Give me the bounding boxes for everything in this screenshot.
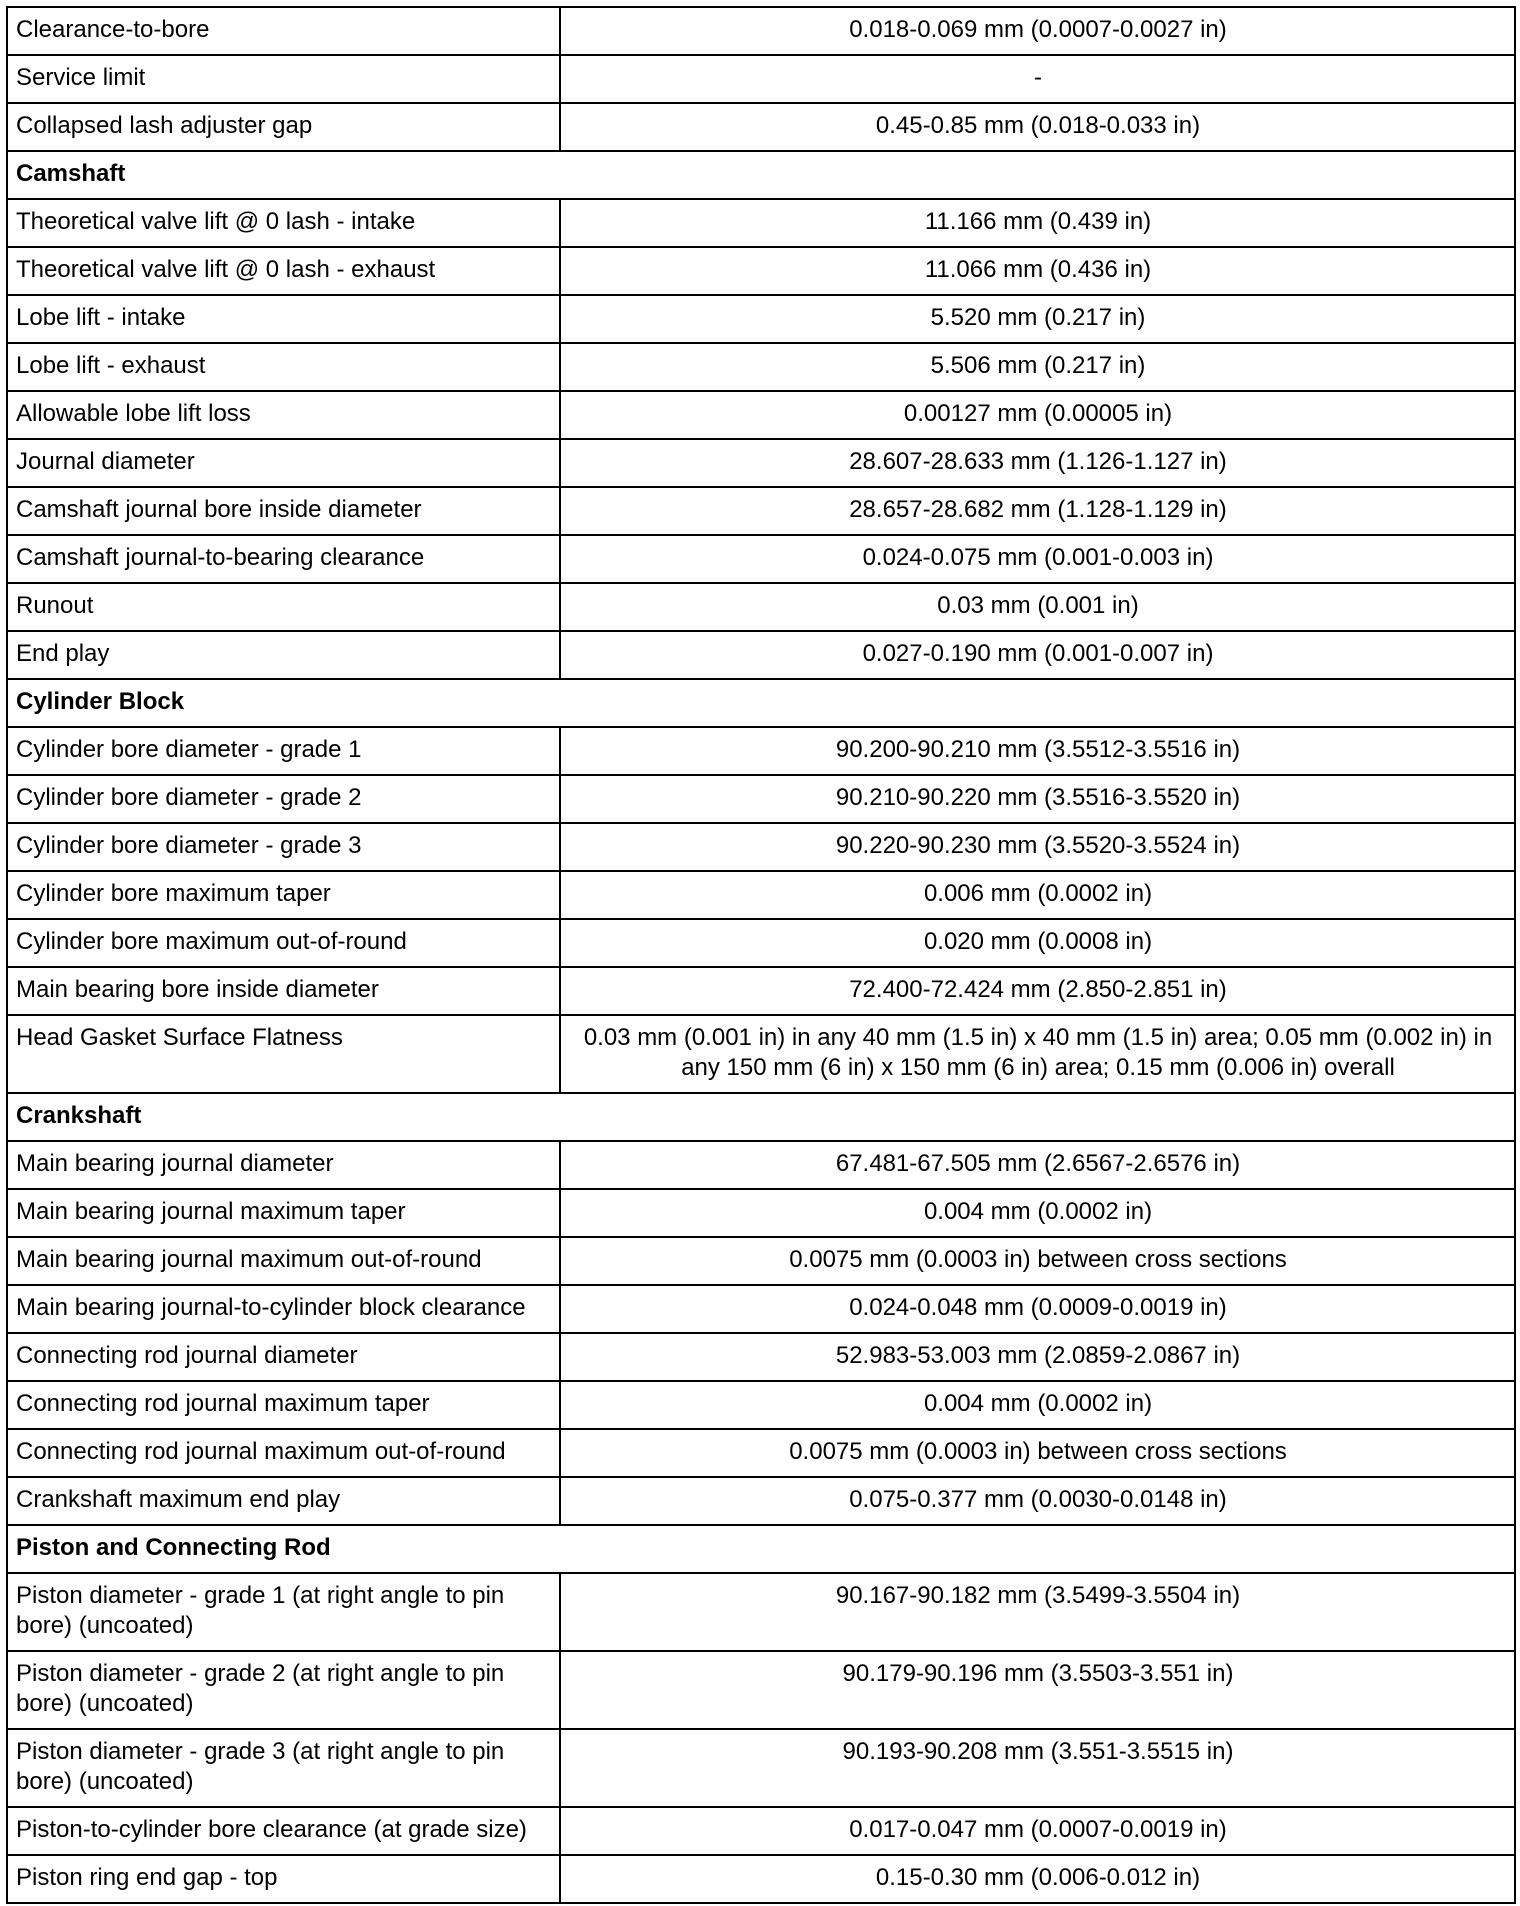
spec-value: 72.400-72.424 mm (2.850-2.851 in) xyxy=(560,967,1515,1015)
spec-value: 90.167-90.182 mm (3.5499-3.5504 in) xyxy=(560,1573,1515,1651)
spec-row xyxy=(7,199,1515,247)
spec-value: 28.607-28.633 mm (1.126-1.127 in) xyxy=(560,439,1515,487)
section-title: Piston and Connecting Rod xyxy=(7,1525,1515,1573)
spec-value: 67.481-67.505 mm (2.6567-2.6576 in) xyxy=(560,1141,1515,1189)
spec-value: 0.03 mm (0.001 in) in any 40 mm (1.5 in) x 40 mm (1.5 in) area; 0.05 mm (0.002 in) in any 150 mm (6 in) x 150 mm (6 in) area; 0.15 mm (0.006 in) overall xyxy=(560,1015,1515,1093)
spec-value: 0.024-0.075 mm (0.001-0.003 in) xyxy=(560,535,1515,583)
spec-value: 0.03 mm (0.001 in) xyxy=(560,583,1515,631)
spec-value: 90.193-90.208 mm (3.551-3.5515 in) xyxy=(560,1729,1515,1807)
spec-label: Theoretical valve lift @ 0 lash - exhaust xyxy=(7,247,560,295)
section-header-row xyxy=(7,1093,1515,1141)
spec-value: 5.520 mm (0.217 in) xyxy=(560,295,1515,343)
specifications-table xyxy=(6,6,1516,1904)
spec-page xyxy=(6,6,1514,1904)
spec-value: 90.220-90.230 mm (3.5520-3.5524 in) xyxy=(560,823,1515,871)
spec-row xyxy=(7,1855,1515,1903)
spec-value: 0.004 mm (0.0002 in) xyxy=(560,1381,1515,1429)
spec-row xyxy=(7,7,1515,55)
spec-label: Clearance-to-bore xyxy=(7,7,560,55)
spec-row xyxy=(7,391,1515,439)
spec-row xyxy=(7,1651,1515,1729)
spec-row xyxy=(7,775,1515,823)
spec-label: Cylinder bore diameter - grade 2 xyxy=(7,775,560,823)
spec-label: Lobe lift - intake xyxy=(7,295,560,343)
spec-row xyxy=(7,1189,1515,1237)
spec-label: Piston diameter - grade 2 (at right angle to pin bore) (uncoated) xyxy=(7,1651,560,1729)
spec-label: Crankshaft maximum end play xyxy=(7,1477,560,1525)
spec-row xyxy=(7,1141,1515,1189)
spec-row xyxy=(7,583,1515,631)
section-title: Cylinder Block xyxy=(7,679,1515,727)
spec-label: Main bearing journal maximum out-of-round xyxy=(7,1237,560,1285)
spec-value: 0.00127 mm (0.00005 in) xyxy=(560,391,1515,439)
specifications-table-body xyxy=(7,7,1515,1903)
spec-row xyxy=(7,823,1515,871)
spec-value: 28.657-28.682 mm (1.128-1.129 in) xyxy=(560,487,1515,535)
spec-label: Theoretical valve lift @ 0 lash - intake xyxy=(7,199,560,247)
spec-row xyxy=(7,295,1515,343)
spec-label: Piston diameter - grade 3 (at right angle to pin bore) (uncoated) xyxy=(7,1729,560,1807)
spec-label: Cylinder bore maximum taper xyxy=(7,871,560,919)
spec-value: 0.006 mm (0.0002 in) xyxy=(560,871,1515,919)
spec-value: 5.506 mm (0.217 in) xyxy=(560,343,1515,391)
spec-label: Connecting rod journal diameter xyxy=(7,1333,560,1381)
spec-value: 0.45-0.85 mm (0.018-0.033 in) xyxy=(560,103,1515,151)
spec-row xyxy=(7,1285,1515,1333)
section-title: Camshaft xyxy=(7,151,1515,199)
spec-row xyxy=(7,1381,1515,1429)
spec-value: 0.004 mm (0.0002 in) xyxy=(560,1189,1515,1237)
spec-label: Head Gasket Surface Flatness xyxy=(7,1015,560,1093)
spec-value: 90.200-90.210 mm (3.5512-3.5516 in) xyxy=(560,727,1515,775)
spec-label: Cylinder bore diameter - grade 1 xyxy=(7,727,560,775)
spec-value: 0.027-0.190 mm (0.001-0.007 in) xyxy=(560,631,1515,679)
spec-value: - xyxy=(560,55,1515,103)
spec-label: Cylinder bore diameter - grade 3 xyxy=(7,823,560,871)
spec-row xyxy=(7,727,1515,775)
spec-value: 0.024-0.048 mm (0.0009-0.0019 in) xyxy=(560,1285,1515,1333)
spec-row xyxy=(7,439,1515,487)
spec-value: 0.075-0.377 mm (0.0030-0.0148 in) xyxy=(560,1477,1515,1525)
spec-label: Main bearing journal maximum taper xyxy=(7,1189,560,1237)
spec-row xyxy=(7,1729,1515,1807)
spec-value: 90.179-90.196 mm (3.5503-3.551 in) xyxy=(560,1651,1515,1729)
spec-row xyxy=(7,631,1515,679)
spec-label: Piston-to-cylinder bore clearance (at grade size) xyxy=(7,1807,560,1855)
spec-row xyxy=(7,1333,1515,1381)
section-title: Crankshaft xyxy=(7,1093,1515,1141)
spec-label: Camshaft journal-to-bearing clearance xyxy=(7,535,560,583)
spec-label: Lobe lift - exhaust xyxy=(7,343,560,391)
spec-label: Piston ring end gap - top xyxy=(7,1855,560,1903)
spec-label: Runout xyxy=(7,583,560,631)
spec-value: 0.0075 mm (0.0003 in) between cross sections xyxy=(560,1429,1515,1477)
section-header-row xyxy=(7,679,1515,727)
spec-label: Connecting rod journal maximum taper xyxy=(7,1381,560,1429)
spec-row xyxy=(7,919,1515,967)
spec-row xyxy=(7,343,1515,391)
spec-value: 11.066 mm (0.436 in) xyxy=(560,247,1515,295)
spec-value: 52.983-53.003 mm (2.0859-2.0867 in) xyxy=(560,1333,1515,1381)
spec-label: Collapsed lash adjuster gap xyxy=(7,103,560,151)
section-header-row xyxy=(7,151,1515,199)
spec-value: 0.017-0.047 mm (0.0007-0.0019 in) xyxy=(560,1807,1515,1855)
spec-row xyxy=(7,55,1515,103)
spec-label: Journal diameter xyxy=(7,439,560,487)
spec-row xyxy=(7,967,1515,1015)
spec-value: 11.166 mm (0.439 in) xyxy=(560,199,1515,247)
section-header-row xyxy=(7,1525,1515,1573)
spec-label: Main bearing bore inside diameter xyxy=(7,967,560,1015)
spec-row xyxy=(7,1237,1515,1285)
spec-row xyxy=(7,1429,1515,1477)
spec-row xyxy=(7,487,1515,535)
spec-row xyxy=(7,1807,1515,1855)
spec-row xyxy=(7,247,1515,295)
spec-row xyxy=(7,871,1515,919)
spec-label: Main bearing journal-to-cylinder block clearance xyxy=(7,1285,560,1333)
spec-row xyxy=(7,535,1515,583)
spec-label: Allowable lobe lift loss xyxy=(7,391,560,439)
spec-label: Piston diameter - grade 1 (at right angle to pin bore) (uncoated) xyxy=(7,1573,560,1651)
spec-value: 0.15-0.30 mm (0.006-0.012 in) xyxy=(560,1855,1515,1903)
spec-value: 90.210-90.220 mm (3.5516-3.5520 in) xyxy=(560,775,1515,823)
spec-label: Connecting rod journal maximum out-of-round xyxy=(7,1429,560,1477)
spec-row xyxy=(7,1477,1515,1525)
spec-label: Service limit xyxy=(7,55,560,103)
spec-value: 0.018-0.069 mm (0.0007-0.0027 in) xyxy=(560,7,1515,55)
spec-value: 0.0075 mm (0.0003 in) between cross sections xyxy=(560,1237,1515,1285)
spec-row xyxy=(7,1573,1515,1651)
spec-label: End play xyxy=(7,631,560,679)
spec-label: Cylinder bore maximum out-of-round xyxy=(7,919,560,967)
spec-label: Camshaft journal bore inside diameter xyxy=(7,487,560,535)
spec-row xyxy=(7,103,1515,151)
spec-value: 0.020 mm (0.0008 in) xyxy=(560,919,1515,967)
spec-label: Main bearing journal diameter xyxy=(7,1141,560,1189)
spec-row xyxy=(7,1015,1515,1093)
